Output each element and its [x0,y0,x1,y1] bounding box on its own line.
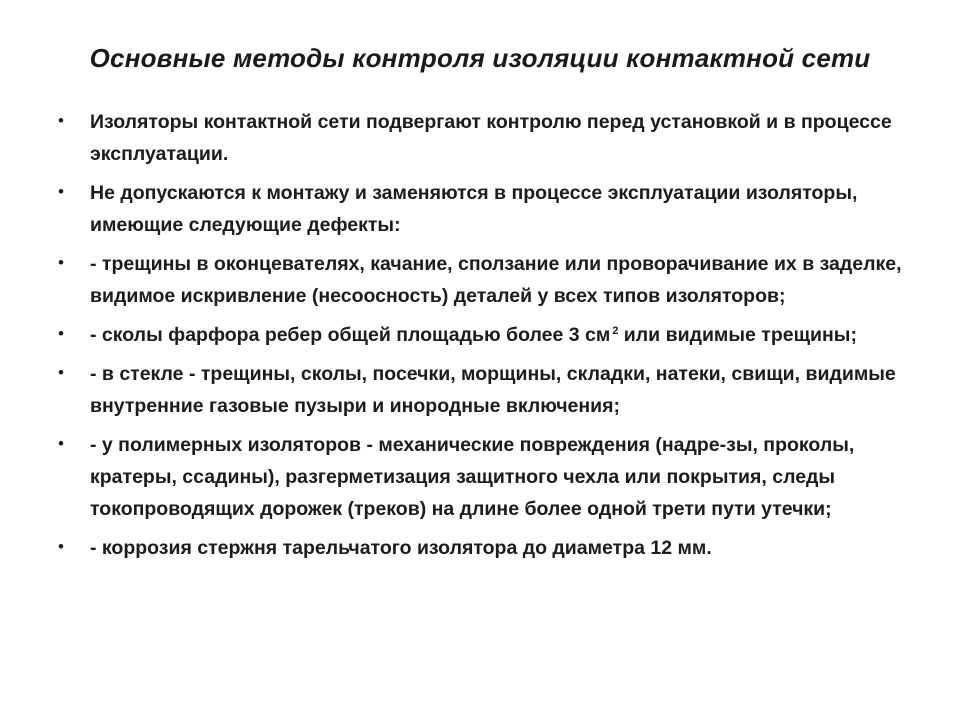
bullet-item [58,532,920,564]
bullet-icon: • [58,434,64,453]
bullet-icon: • [58,324,64,343]
bullet-text: - у полимерных изоляторов - механические повреждения (надре-зы, проколы, кратеры, ссадины), разгерметизация защитного чехла или покрытия, следы токопроводящих дорожек (треков) на длине более одной трети пути утечки; [90,434,855,520]
bullet-icon: • [58,111,64,130]
bullet-text-before: - сколы фарфора ребер общей площадью более 3 см [90,324,611,346]
slide-title: Основные методы контроля изоляции контактной сети [89,43,871,73]
bullet-list [58,106,920,571]
bullet-icon: • [58,253,64,272]
bullet-text: - трещины в оконцевателях, качание, сползание или проворачивание их в заделке, видимое искривление (несоосность) деталей у всех типов изоляторов; [90,253,902,307]
bullet-text-after: или видимые трещины; [618,324,857,346]
bullet-item [58,358,920,422]
superscript: 2 [612,325,619,337]
bullet-icon: • [58,182,64,201]
bullet-item [58,106,920,170]
bullet-text: Не допускаются к монтажу и заменяются в процессе эксплуатации изоляторы, имеющие следующие дефекты: [90,182,858,236]
bullet-item [58,248,920,312]
bullet-item [58,429,920,525]
bullet-icon: • [58,363,64,382]
bullet-text [90,324,857,346]
bullet-item [58,177,920,241]
bullet-text: Изоляторы контактной сети подвергают контролю перед установкой и в процессе эксплуатации. [90,111,892,165]
bullet-text: - коррозия стержня тарельчатого изолятора до диаметра 12 мм. [90,537,712,559]
bullet-text: - в стекле - трещины, сколы, посечки, морщины, складки, натеки, свищи, видимые внутренние газовые пузыри и инородные включения; [90,363,896,417]
bullet-item [58,319,920,351]
bullet-icon: • [58,537,64,556]
